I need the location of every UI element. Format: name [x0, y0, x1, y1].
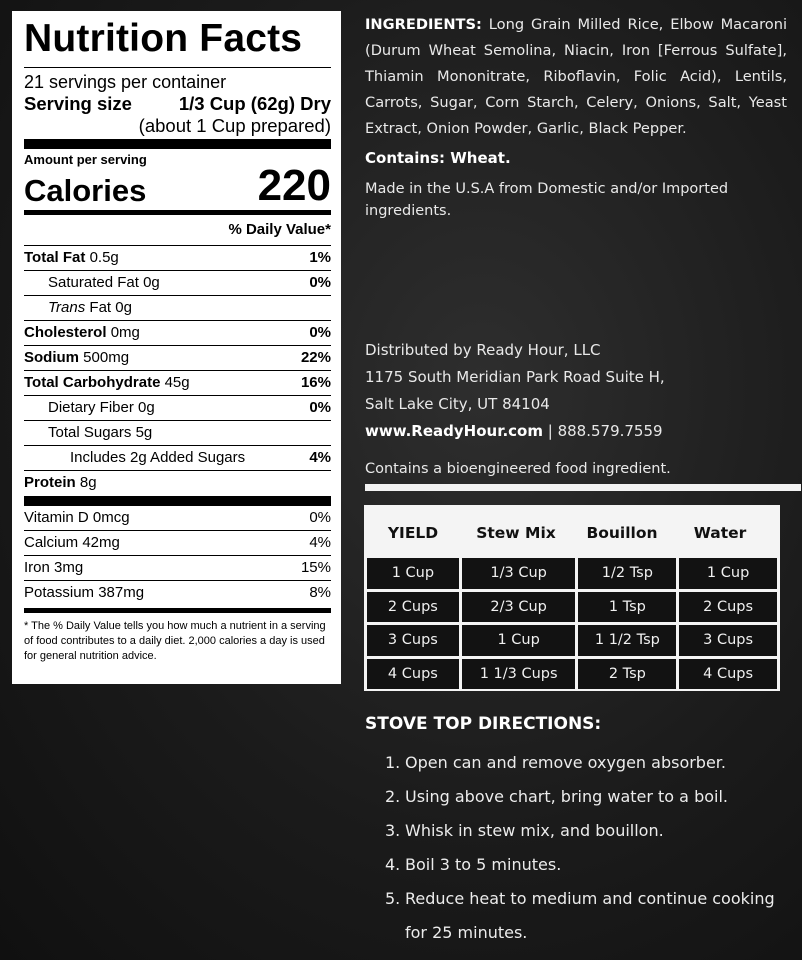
nutrient-row-added-sugars — [24, 446, 331, 471]
ingredients-label: INGREDIENTS: — [365, 16, 482, 33]
table-cell: 1 1/2 Tsp — [578, 625, 676, 656]
calories-label: Calories — [24, 173, 147, 208]
nutrient-label: Trans — [48, 299, 86, 316]
vitamin-dv: 8% — [309, 584, 331, 601]
direction-step — [385, 814, 780, 848]
nutrient-row-dietary-fiber — [24, 396, 331, 421]
serving-size-label: Serving size — [24, 93, 132, 114]
ingredients — [365, 12, 787, 142]
nutrient-amount: 0.5g — [89, 249, 119, 266]
nutrition-facts-panel — [12, 11, 341, 684]
directions-title: STOVE TOP DIRECTIONS: — [365, 714, 602, 734]
nutrient-amount: 5g — [135, 424, 153, 441]
nutrient-amount: 0mg — [110, 324, 140, 341]
nutrient-label: Total Sugars — [48, 424, 132, 441]
table-cell: 1 1/3 Cups — [462, 659, 576, 690]
directions-list — [385, 746, 780, 950]
table-cell: 1 Tsp — [578, 592, 676, 623]
table-cell: 1 Cup — [367, 558, 459, 589]
nutrient-row-total-fat — [24, 246, 331, 271]
yield-table — [364, 505, 780, 691]
table-cell: 2 Tsp — [578, 659, 676, 690]
step-number: 4. — [385, 855, 401, 874]
amount-per-serving: Amount per serving — [24, 152, 147, 167]
nutrient-label: Total Carbohydrate — [24, 374, 161, 391]
direction-step — [385, 848, 780, 882]
distributor-city-line: Salt Lake City, UT 84104 — [365, 395, 550, 413]
nutrient-label: Cholesterol — [24, 324, 107, 341]
daily-value-header: % Daily Value* — [24, 215, 331, 246]
step-number: 3. — [385, 821, 401, 840]
nutrient-amount: 45g — [164, 374, 190, 391]
nutrient-amount: 500mg — [83, 349, 130, 366]
nutrient-row-sodium — [24, 346, 331, 371]
table-row — [367, 659, 777, 693]
distributor-info — [365, 337, 665, 445]
column-header: YIELD — [387, 524, 439, 542]
table-cell: 2/3 Cup — [462, 592, 576, 623]
nutrient-amount: 8g — [79, 474, 97, 491]
table-cell: 4 Cups — [679, 659, 777, 690]
divider — [24, 67, 331, 68]
nutrient-amount: 0g — [143, 274, 160, 291]
nutrient-row-trans-fat — [24, 296, 331, 321]
step-number: 1. — [385, 753, 401, 772]
table-cell: 1 Cup — [679, 558, 777, 589]
step-text: Using above chart, bring water to a boil. — [405, 787, 728, 806]
nutrient-label: Includes 2g Added Sugars — [70, 449, 246, 466]
bioengineered-statement: Contains a bioengineered food ingredient. — [365, 461, 671, 477]
table-cell: 1/3 Cup — [462, 558, 576, 589]
vitamin-label: Vitamin D 0mcg — [24, 509, 130, 526]
nutrient-dv: 0% — [309, 324, 331, 341]
divider — [24, 496, 331, 506]
direction-step — [385, 746, 780, 780]
direction-step — [385, 780, 780, 814]
divider — [24, 139, 331, 149]
vitamin-row-calcium — [24, 531, 331, 556]
table-cell: 1 Cup — [462, 625, 576, 656]
vitamin-row-iron — [24, 556, 331, 581]
nutrient-dv: 0% — [309, 274, 331, 291]
nutrient-label: Total Fat — [24, 249, 86, 266]
table-cell: 1/2 Tsp — [578, 558, 676, 589]
table-row — [367, 558, 777, 592]
table-row — [367, 592, 777, 626]
table-cell: 2 Cups — [679, 592, 777, 623]
step-text: Boil 3 to 5 minutes. — [405, 855, 562, 874]
vitamin-label: Iron 3mg — [24, 559, 84, 576]
nutrient-row-total-sugars — [24, 421, 331, 446]
serving-size-value: 1/3 Cup (62g) Dry — [178, 93, 331, 114]
column-header: Bouillon — [586, 524, 658, 542]
nutrient-label: Sodium — [24, 349, 79, 366]
table-row — [367, 625, 777, 659]
nutrient-row-protein — [24, 471, 331, 496]
nutrient-amount: Fat 0g — [89, 299, 132, 316]
step-text: Open can and remove oxygen absorber. — [405, 753, 726, 772]
vitamin-dv: 4% — [309, 534, 331, 551]
table-cell: 3 Cups — [367, 625, 459, 656]
nutrient-amount: 0g — [138, 399, 155, 416]
serving-size — [24, 93, 331, 115]
nutrient-dv: 22% — [300, 349, 331, 366]
table-cell: 2 Cups — [367, 592, 459, 623]
ingredients-text: Long Grain Milled Rice, Elbow Macaroni (Durum Wheat Semolina, Niacin, Iron [Ferrous Sulfate], Thiamin Mononitrate, Riboflavin, Folic Acid), Lentils, Carrots, Sugar, Corn Starch, Celery, Onions, Salt, Yeast Extract, Onion Powder, Garlic, Black Pepper. — [365, 16, 787, 137]
calories-value: 220 — [257, 161, 331, 210]
distributor-line: Distributed by Ready Hour, LLC — [365, 341, 601, 359]
vitamin-dv: 0% — [309, 509, 331, 526]
vitamin-label: Calcium 42mg — [24, 534, 120, 551]
allergen-statement: Contains: Wheat. — [365, 149, 511, 167]
column-header: Stew Mix — [476, 524, 556, 542]
servings-per-container: 21 servings per container — [24, 72, 227, 92]
nutrient-row-cholesterol — [24, 321, 331, 346]
vitamin-dv: 15% — [300, 559, 331, 576]
vitamin-row-potassium — [24, 581, 331, 606]
nutrient-label: Dietary Fiber — [48, 399, 134, 416]
vitamin-row-vitamin-d — [24, 506, 331, 531]
nutrient-dv: 0% — [309, 399, 331, 416]
column-header: Water — [693, 524, 747, 542]
step-number: 5. — [385, 889, 401, 908]
nutrient-dv: 16% — [300, 374, 331, 391]
direction-step — [385, 882, 780, 950]
nutrition-title: Nutrition Facts — [24, 17, 303, 60]
step-text: Whisk in stew mix, and bouillon. — [405, 821, 664, 840]
phone-text: | 888.579.7559 — [543, 422, 663, 440]
nutrient-dv: 4% — [309, 449, 331, 466]
distributor-contact — [365, 418, 665, 445]
distributor-address-line: 1175 South Meridian Park Road Suite H, — [365, 368, 665, 386]
website-text: www.ReadyHour.com — [365, 422, 543, 440]
serving-size-prepared: (about 1 Cup prepared) — [138, 115, 331, 136]
origin-statement: Made in the U.S.A from Domestic and/or Imported ingredients. — [365, 181, 729, 219]
yield-table-header — [367, 508, 777, 558]
section-divider — [365, 484, 801, 491]
table-cell: 3 Cups — [679, 625, 777, 656]
nutrient-dv: 1% — [309, 249, 331, 266]
step-number: 2. — [385, 787, 401, 806]
table-cell: 4 Cups — [367, 659, 459, 690]
nutrient-row-total-carbohydrate — [24, 371, 331, 396]
nutrient-row-saturated-fat — [24, 271, 331, 296]
step-text: Reduce heat to medium and continue cooking for 25 minutes. — [405, 889, 775, 942]
daily-value-footnote: * The % Daily Value tells you how much a nutrient in a serving of food contributes to a daily diet. 2,000 calories a day is used for general nutrition advice. — [24, 620, 326, 662]
nutrient-label: Saturated Fat — [48, 274, 139, 291]
calories-row — [24, 161, 331, 210]
vitamin-label: Potassium 387mg — [24, 584, 145, 601]
nutrient-label: Protein — [24, 474, 76, 491]
